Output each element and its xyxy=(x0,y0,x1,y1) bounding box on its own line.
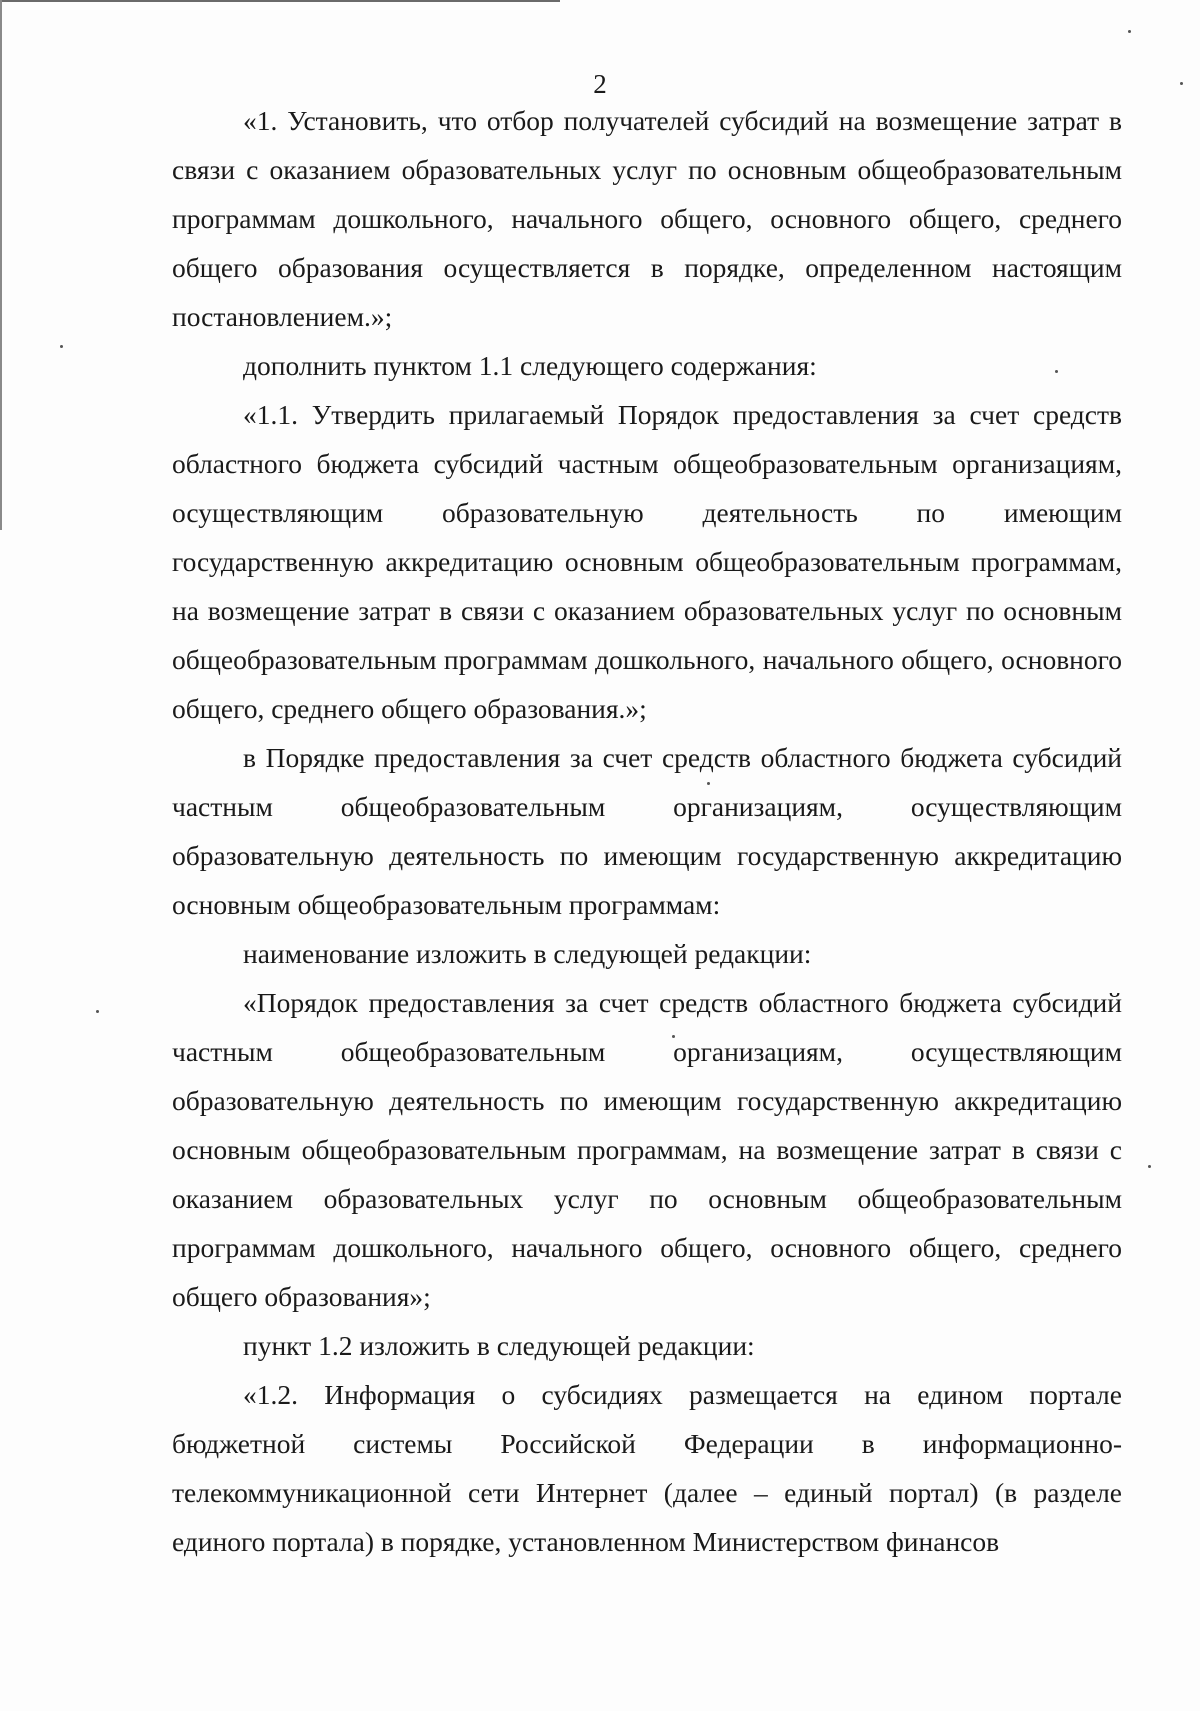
paragraph-7: пункт 1.2 изложить в следующей редакции: xyxy=(243,1330,755,1361)
scan-edge-top xyxy=(0,0,560,2)
page-number: 2 xyxy=(593,69,607,99)
paragraph-8: «1.2. Информация о субсидиях размещается на едином портале бюджетной системы Российской Федерации в информационно-телекоммуникационной сети Интернет (далее – единый портал) (в разделе единого портала) в порядке, установленном Министерством финансов xyxy=(172,1379,1122,1557)
paragraph-5: наименование изложить в следующей редакции: xyxy=(243,938,812,969)
paragraph-1: «1. Установить, что отбор получателей субсидий на возмещение затрат в связи с оказанием образовательных услуг по основным общеобразовательным программам дошкольного, начального общего, основного общего, среднего общего образования осуществляется в порядке, определенном настоящим постановлением.»; xyxy=(172,105,1122,332)
scan-speck xyxy=(60,345,63,348)
scan-speck xyxy=(96,1010,99,1013)
paragraph-4: в Порядке предоставления за счет средств областного бюджета субсидий частным общеобразовательным организациям, осуществляющим образовательную деятельность по имеющим государственную аккредитацию основным общеобразовательным программам: xyxy=(172,742,1122,920)
paragraph-2: дополнить пунктом 1.1 следующего содержания: xyxy=(243,350,817,381)
paragraph-3: «1.1. Утвердить прилагаемый Порядок предоставления за счет средств областного бюджета субсидий частным общеобразовательным организациям, осуществляющим образовательную деятельность по имеющим государственную аккредитацию основным общеобразовательным программам, на возмещение затрат в связи с оказанием образовательных услуг по основным общеобразовательным программам дошкольного, начального общего, основного общего, среднего общего образования.»; xyxy=(172,399,1122,724)
document-body xyxy=(172,96,1122,1566)
paragraph-6: «Порядок предоставления за счет средств областного бюджета субсидий частным общеобразовательным организациям, осуществляющим образовательную деятельность по имеющим государственную аккредитацию основным общеобразовательным программам, на возмещение затрат в связи с оказанием образовательных услуг по основным общеобразовательным программам дошкольного, начального общего, основного общего, среднего общего образования»; xyxy=(172,987,1122,1312)
scan-speck xyxy=(1148,1165,1151,1168)
scan-speck xyxy=(1128,30,1131,33)
